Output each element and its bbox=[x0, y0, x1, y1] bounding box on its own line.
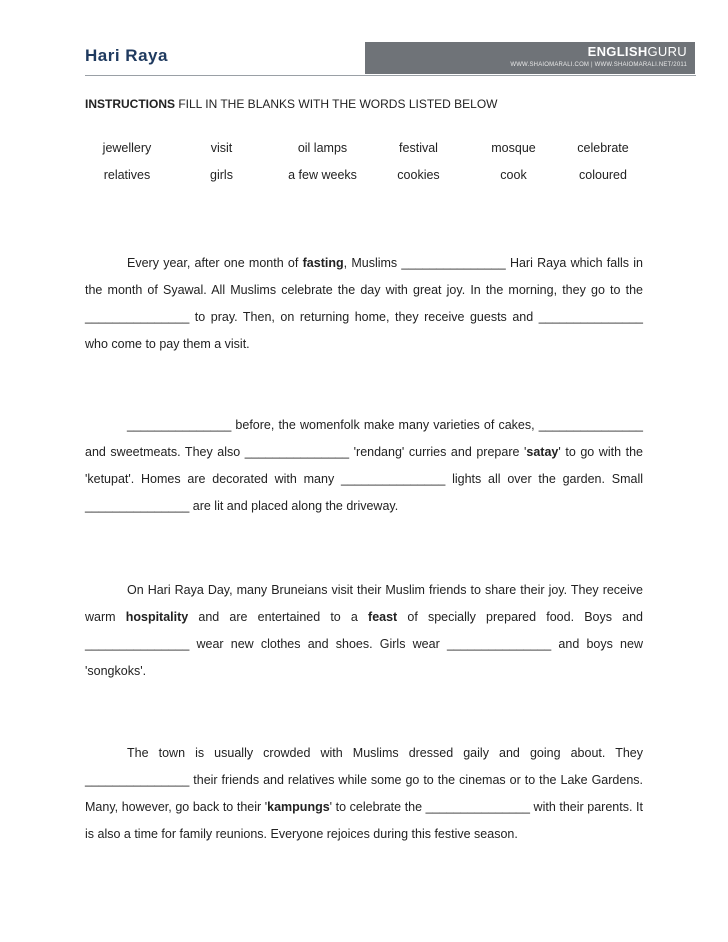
brand-urls: WWW.SHAIOMARALI.COM | WWW.SHAIOMARALI.NET/2011 bbox=[510, 62, 687, 68]
keyword: kampungs bbox=[267, 800, 330, 814]
paragraph-text: and are entertained to a bbox=[188, 610, 369, 624]
paragraph-text: Every year, after one month of bbox=[127, 256, 303, 270]
paragraph-text: with their parents. It is also a time for family reunions. Everyone rejoices during this festive season. bbox=[85, 800, 643, 841]
blank: _______________ bbox=[85, 499, 190, 513]
paragraph-text: are lit and placed along the driveway. bbox=[189, 499, 399, 513]
instructions bbox=[85, 97, 498, 111]
word-bank-item: jewellery bbox=[102, 141, 152, 155]
blank: _______________ bbox=[425, 800, 530, 814]
word-bank-item: festival bbox=[399, 141, 438, 155]
blank: _______________ bbox=[446, 637, 552, 651]
blank: _______________ bbox=[341, 472, 446, 486]
instructions-text: FILL IN THE BLANKS WITH THE WORDS LISTED BELOW bbox=[175, 97, 498, 111]
blank: _______________ bbox=[244, 445, 350, 459]
brand-logo-bold: ENGLISH bbox=[587, 44, 648, 59]
paragraph-2 bbox=[85, 412, 643, 520]
paragraph-text: lights all over the garden. Small bbox=[445, 472, 644, 486]
word-bank-item: a few weeks bbox=[288, 168, 357, 182]
instructions-label: INSTRUCTIONS bbox=[85, 97, 175, 111]
paragraph-text: ' to celebrate the bbox=[329, 800, 426, 814]
word-bank-item: celebrate bbox=[577, 141, 629, 155]
paragraph-text: On Hari Raya Day, many Bruneians visit their Muslim friends to share their joy. They receive warm bbox=[85, 583, 643, 624]
paragraph-text: Hari Raya which falls in the month of Syawal. All Muslims celebrate the day with great joy. In the morning, they go to the bbox=[85, 256, 643, 297]
page-title: Hari Raya bbox=[85, 46, 168, 65]
blank: _______________ bbox=[85, 773, 190, 787]
blank: _______________ bbox=[127, 418, 232, 432]
paragraph-text: wear new clothes and shoes. Girls wear bbox=[189, 637, 447, 651]
brand-logo-light: GURU bbox=[647, 44, 687, 59]
paragraph-text: and boys new 'songkoks'. bbox=[85, 637, 643, 678]
paragraph-text: to pray. Then, on returning home, they receive guests and bbox=[189, 310, 539, 324]
paragraph-4 bbox=[85, 740, 643, 848]
brand-logo bbox=[588, 44, 687, 59]
paragraph-text: 'rendang' curries and prepare ' bbox=[349, 445, 527, 459]
keyword: hospitality bbox=[125, 610, 189, 624]
paragraph-3 bbox=[85, 577, 643, 685]
keyword: fasting bbox=[302, 256, 344, 270]
paragraph-text: of specially prepared food. Boys and bbox=[397, 610, 644, 624]
word-bank-item: relatives bbox=[103, 168, 151, 182]
blank: _______________ bbox=[85, 310, 190, 324]
paragraph-1 bbox=[85, 250, 643, 358]
paragraph-text: who come to pay them a visit. bbox=[85, 337, 250, 351]
header-divider bbox=[85, 75, 696, 76]
word-bank-item: cook bbox=[500, 168, 527, 182]
paragraph-text: their friends and relatives while some go to the cinemas or to the Lake Gardens. Many, however, go back to their ' bbox=[85, 773, 643, 814]
word-bank-item: cookies bbox=[397, 168, 440, 182]
word-bank-item: coloured bbox=[579, 168, 627, 182]
blank: _______________ bbox=[538, 310, 643, 324]
paragraph-text: , Muslims bbox=[343, 256, 402, 270]
brand-banner bbox=[365, 42, 695, 74]
word-bank-item: oil lamps bbox=[297, 141, 348, 155]
word-bank-row bbox=[85, 168, 645, 195]
blank: _______________ bbox=[85, 637, 190, 651]
paragraph-text: The town is usually crowded with Muslims dressed gaily and going about. They bbox=[127, 746, 643, 760]
word-bank-item: mosque bbox=[491, 141, 536, 155]
paragraph-text: and sweetmeats. They also bbox=[85, 445, 245, 459]
paragraph-text: before, the womenfolk make many varieties of cakes, bbox=[231, 418, 539, 432]
keyword: satay bbox=[526, 445, 559, 459]
blank: _______________ bbox=[401, 256, 506, 270]
word-bank bbox=[85, 141, 645, 195]
paragraph-text: ' to go with the 'ketupat'. Homes are decorated with many bbox=[85, 445, 643, 486]
keyword: feast bbox=[368, 610, 398, 624]
word-bank-item: girls bbox=[210, 168, 233, 182]
word-bank-item: visit bbox=[210, 141, 233, 155]
word-bank-row bbox=[85, 141, 645, 168]
blank: _______________ bbox=[538, 418, 643, 432]
